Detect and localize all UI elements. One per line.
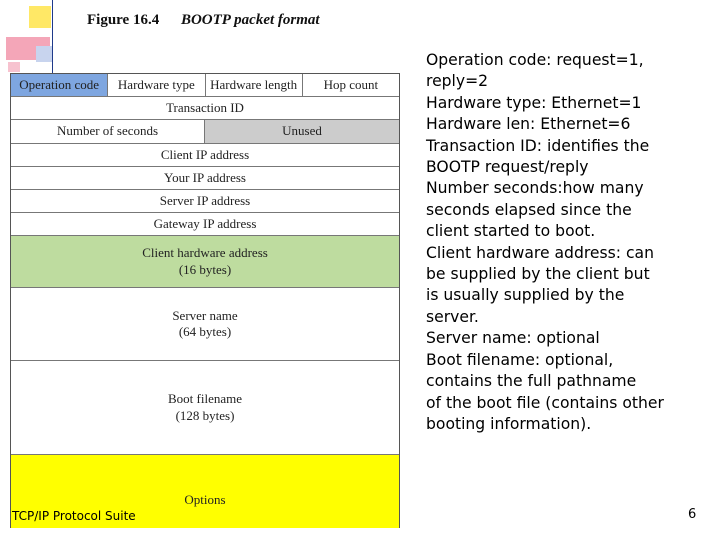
description-line: client started to boot. bbox=[426, 222, 596, 241]
field-boot-filename bbox=[11, 361, 399, 454]
field-server-ip: Server IP address bbox=[159, 192, 251, 208]
field-transaction-id: Transaction ID bbox=[166, 99, 244, 115]
field-hardware-length: Hardware length bbox=[206, 74, 303, 96]
decor-square-blue bbox=[36, 46, 52, 62]
field-client-ip: Client IP address bbox=[160, 146, 250, 162]
packet-row-server-name bbox=[11, 288, 399, 361]
field-unused: Unused bbox=[205, 120, 399, 143]
field-client-hw-address-label: Client hardware address bbox=[142, 245, 268, 261]
packet-row-client-hw-address bbox=[11, 236, 399, 288]
description-line: reply=2 bbox=[426, 72, 489, 91]
description-line: BOOTP request/reply bbox=[426, 158, 589, 177]
description-line: be supplied by the client but bbox=[426, 265, 650, 284]
decor-square-pink bbox=[8, 62, 20, 72]
decor-square-yellow bbox=[29, 6, 51, 28]
packet-row-gateway-ip bbox=[11, 213, 399, 236]
packet-row-transaction-id bbox=[11, 97, 399, 120]
field-server-name-label: Server name bbox=[172, 307, 238, 323]
description-line: Boot filename: optional, bbox=[426, 350, 614, 369]
field-options: Options bbox=[184, 491, 226, 507]
description-line: booting information). bbox=[426, 414, 592, 433]
description-line: Hardware len: Ethernet=6 bbox=[426, 115, 631, 134]
decor-vertical-rule bbox=[52, 0, 53, 75]
figure-number: Figure 16.4 bbox=[87, 12, 160, 28]
field-client-hw-address-size: (16 bytes) bbox=[178, 261, 232, 277]
field-boot-filename-label: Boot filename bbox=[167, 391, 242, 407]
field-your-ip: Your IP address bbox=[164, 169, 246, 185]
page-number: 6 bbox=[688, 507, 697, 522]
packet-row-header bbox=[11, 74, 399, 97]
packet-row-your-ip bbox=[11, 167, 399, 190]
description-line: Server name: optional bbox=[426, 329, 600, 348]
description-line: Number seconds:how many bbox=[426, 179, 644, 198]
description-line: seconds elapsed since the bbox=[426, 200, 632, 219]
footer-suite-label: TCP/IP Protocol Suite bbox=[12, 509, 136, 523]
field-hardware-type: Hardware type bbox=[108, 74, 205, 96]
field-operation-code: Operation code bbox=[11, 74, 108, 96]
figure-title bbox=[87, 12, 320, 29]
bootp-packet-diagram bbox=[10, 73, 400, 528]
description-line: is usually supplied by the bbox=[426, 286, 625, 305]
description-line: server. bbox=[426, 307, 479, 326]
packet-row-seconds bbox=[11, 120, 399, 144]
packet-row-boot-filename bbox=[11, 361, 399, 455]
field-descriptions bbox=[426, 50, 716, 435]
field-server-name-size: (64 bytes) bbox=[178, 324, 232, 339]
description-line: Hardware type: Ethernet=1 bbox=[426, 93, 642, 112]
field-gateway-ip: Gateway IP address bbox=[153, 215, 257, 231]
field-server-name bbox=[11, 288, 399, 360]
description-line: Operation code: request=1, bbox=[426, 51, 644, 69]
field-number-of-seconds: Number of seconds bbox=[11, 120, 205, 143]
description-line: Client hardware address: can bbox=[426, 243, 654, 262]
packet-row-server-ip bbox=[11, 190, 399, 213]
figure-caption: BOOTP packet format bbox=[180, 12, 320, 28]
field-client-hw-address bbox=[11, 236, 399, 287]
description-line: contains the full pathname bbox=[426, 372, 637, 391]
packet-row-client-ip bbox=[11, 144, 399, 167]
field-boot-filename-size: (128 bytes) bbox=[175, 407, 235, 423]
description-line: of the boot file (contains other bbox=[426, 393, 664, 412]
field-hop-count: Hop count bbox=[323, 76, 379, 92]
description-line: Transaction ID: identifies the bbox=[426, 136, 650, 155]
